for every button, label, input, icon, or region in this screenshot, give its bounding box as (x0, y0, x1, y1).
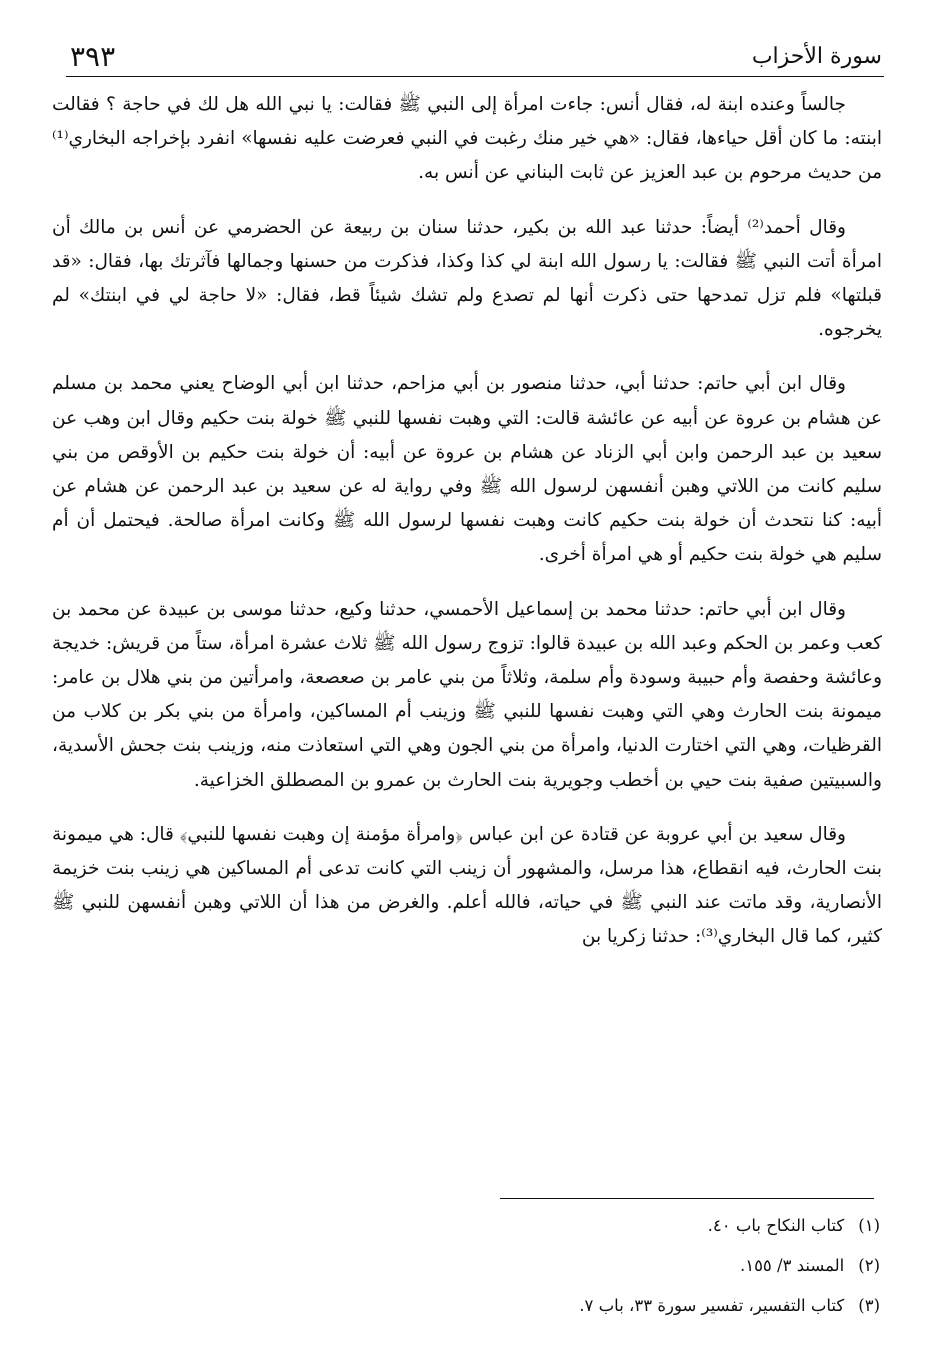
footnote (300, 1246, 880, 1286)
footnote (300, 1286, 880, 1326)
main-text (52, 88, 882, 975)
footnotes (300, 1206, 880, 1326)
footnote-text: المسند ٣/ ١٥٥. (739, 1256, 845, 1275)
running-title: سورة الأحزاب (751, 43, 882, 69)
paragraph: وقال ابن أبي حاتم: حدثنا أبي، حدثنا منصور بن أبي مزاحم، حدثنا ابن أبي الوضاح يعني محمد بن مسلم عن هشام بن عروة عن أبيه عن عائشة قالت: التي وهبت نفسها للنبي ﷺ خولة بنت حكيم وقال ابن وهب عن سعيد بن عبد الرحمن وابن أبي الزناد عن هشام بن عروة عن أبيه: أن خولة بنت حكيم بن الأوقص من بني سليم كانت من اللاتي وهبن أنفسهن لرسول الله ﷺ وفي رواية له عن سعيد بن عبد الرحمن عن هشام عن أبيه: كنا نتحدث أن خولة بنت حكيم كانت وهبت نفسها لرسول الله ﷺ وكانت امرأة صالحة. فيحتمل أن أم سليم هي خولة بنت حكيم أو هي امرأة أخرى. (52, 373, 882, 566)
footnote-rule (500, 1198, 874, 1199)
footnote-number: (٣) (858, 1296, 880, 1315)
paragraph: وقال أحمد⁽²⁾ أيضاً: حدثنا عبد الله بن بكير، حدثنا سنان بن ربيعة عن الحضرمي عن أنس بن مالك أن امرأة أتت النبي ﷺ فقالت: يا رسول الله ابنة لي كذا وكذا، فذكرت من حسنها وجمالها فآثرتك بها، فقال: «قد قبلتها» فلم تزل تمدحها حتى ذكرت أنها لم تصدع ولم تشك شيئاً قط، فقال: «لا حاجة لي في ابنتك» لم يخرجوه. (52, 216, 882, 341)
header-rule (66, 76, 884, 77)
footnote-number: (١) (858, 1216, 880, 1235)
footnote-text: كتاب التفسير، تفسير سورة ٣٣، باب ٧. (579, 1296, 845, 1315)
paragraph: وقال سعيد بن أبي عروبة عن قتادة عن ابن عباس ﴿وامرأة مؤمنة إن وهبت نفسها للنبي﴾ قال: هي ميمونة بنت الحارث، فيه انقطاع، هذا مرسل، والمشهور أن زينب التي كانت تدعى أم المساكين هي زينب بنت خزيمة الأنصارية، وقد ماتت عند النبي ﷺ في حياته، فالله أعلم. والغرض من هذا أن اللاتي وهبن أنفسهن للنبي ﷺ كثير، كما قال البخاري⁽³⁾: حدثنا زكريا بن (51, 823, 882, 948)
page-header (70, 38, 882, 74)
page-number: ٣٩٣ (70, 39, 116, 73)
footnote-number: (٢) (858, 1256, 880, 1275)
paragraph: وقال ابن أبي حاتم: حدثنا محمد بن إسماعيل الأحمسي، حدثنا وكيع، حدثنا موسى بن عبيدة عن محمد بن كعب وعمر بن الحكم وعبد الله بن عبيدة قالوا: تزوج رسول الله ﷺ ثلاث عشرة امرأة، ستاً من قريش: خديجة وعائشة وحفصة وأم حبيبة وسودة وأم سلمة، وثلاثاً من بني عامر بن صعصعة، وامرأتين من بني هلال بن عامر: ميمونة بنت الحارث وهي التي وهبت نفسها للنبي ﷺ وزينب أم المساكين، وامرأة من بني بكر بن كلاب من القرظيات، وهي التي اختارت الدنيا، وامرأة من بني الجون وهي التي استعاذت منه، وزينب بنت جحش الأسدية، والسبيتين صفية بنت حيي بن أخطب وجويرية بنت الحارث بن عمرو بن المصطلق الخزاعية. (52, 598, 882, 791)
paragraph: جالساً وعنده ابنة له، فقال أنس: جاءت امرأة إلى النبي ﷺ فقالت: يا نبي الله هل لك في حاجة ؟ فقالت ابنته: ما كان أقل حياءها، فقال: «هي خير منك رغبت في النبي فعرضت عليه نفسها» انفرد بإخراجه البخاري⁽¹⁾ من حديث مرحوم بن عبد العزيز عن ثابت البناني عن أنس به. (52, 94, 882, 184)
footnote-text: كتاب النكاح باب ٤٠. (707, 1216, 845, 1235)
footnote (300, 1206, 880, 1246)
